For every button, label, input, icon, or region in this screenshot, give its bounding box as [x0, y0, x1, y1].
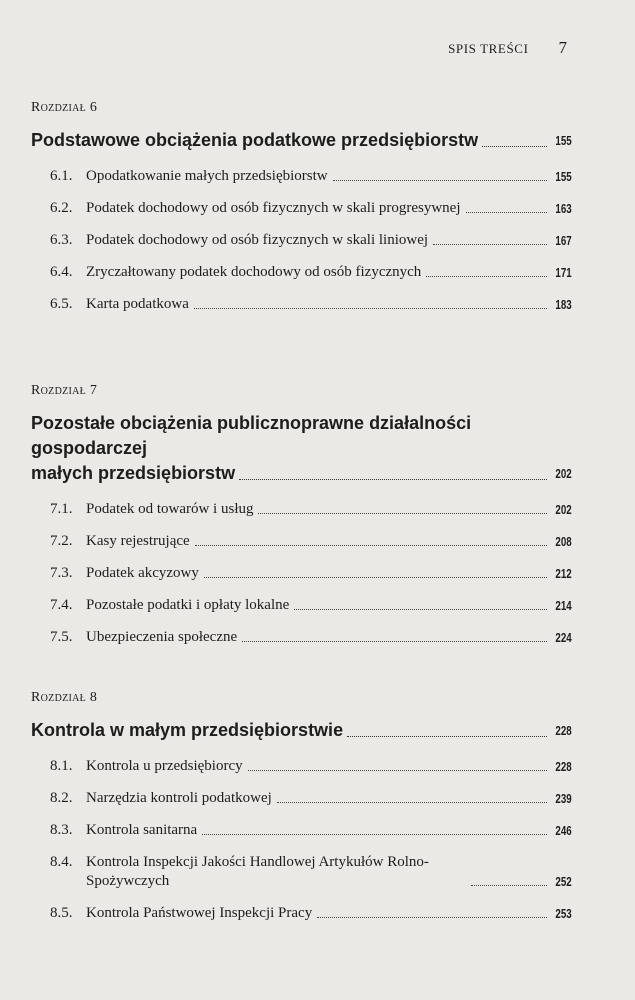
section-page: 239 — [555, 791, 572, 806]
section-number: 7.4. — [50, 597, 73, 613]
section-number: 8.5. — [50, 905, 73, 921]
leader-dots — [333, 180, 548, 181]
toc-entry[interactable] — [31, 628, 572, 647]
section-number: 8.4. — [50, 854, 73, 870]
chapter-page: 202 — [555, 466, 572, 481]
page-number: 7 — [558, 38, 567, 57]
chapter-page: 155 — [555, 133, 572, 148]
section-page: 163 — [555, 201, 572, 216]
section-title: Kontrola sanitarna — [86, 822, 198, 838]
section-number: 6.1. — [50, 168, 73, 184]
leader-dots — [239, 479, 547, 480]
section-page: 246 — [555, 823, 572, 838]
section-number: 6.5. — [50, 296, 73, 312]
running-head — [448, 38, 567, 58]
section-title: Narzędzia kontroli podatkowej — [86, 790, 272, 806]
section-list — [31, 757, 572, 923]
section-page: 155 — [555, 169, 572, 184]
leader-dots — [194, 308, 547, 309]
section-page: 228 — [555, 759, 572, 774]
section-number: 8.2. — [50, 790, 73, 806]
leader-dots — [202, 834, 547, 835]
chapter-label: Rozdział 7 — [31, 383, 98, 398]
section-title: Podatek dochodowy od osób fizycznych w skali liniowej — [86, 232, 429, 248]
section-page: 183 — [555, 297, 572, 312]
leader-dots — [294, 609, 547, 610]
section-number: 6.4. — [50, 264, 73, 280]
chapter-page: 228 — [555, 723, 572, 738]
section-title: Podatek dochodowy od osób fizycznych w skali progresywnej — [86, 200, 461, 216]
toc-entry[interactable] — [31, 853, 572, 891]
section-number: 7.5. — [50, 629, 73, 645]
chapter-title-row[interactable] — [31, 128, 572, 153]
leader-dots — [258, 513, 547, 514]
leader-dots — [471, 885, 547, 886]
chapter-label: Rozdział 6 — [31, 100, 98, 115]
section-title: Opodatkowanie małych przedsiębiorstw — [86, 168, 328, 184]
chapter-title: Kontrola w małym przedsiębiorstwie — [31, 720, 344, 740]
leader-dots — [426, 276, 547, 277]
section-number: 7.1. — [50, 501, 73, 517]
section-title: Pozostałe podatki i opłaty lokalne — [86, 597, 290, 613]
leader-dots — [195, 545, 548, 546]
section-number: 8.3. — [50, 822, 73, 838]
toc-entry[interactable] — [31, 821, 572, 840]
section-number: 6.2. — [50, 200, 73, 216]
section-page: 214 — [555, 598, 572, 613]
section-title: Kontrola Państwowej Inspekcji Pracy — [86, 905, 313, 921]
toc-entry[interactable] — [31, 596, 572, 615]
leader-dots — [482, 146, 547, 147]
section-page: 253 — [555, 906, 572, 921]
leader-dots — [248, 770, 548, 771]
toc-entry[interactable] — [31, 500, 572, 519]
section-title: Zryczałtowany podatek dochodowy od osób fizycznych — [86, 264, 422, 280]
section-page: 252 — [555, 874, 572, 889]
chapter-label: Rozdział 8 — [31, 690, 98, 705]
leader-dots — [317, 917, 547, 918]
chapter-6 — [31, 100, 572, 327]
section-number: 8.1. — [50, 758, 73, 774]
section-number: 6.3. — [50, 232, 73, 248]
toc-entry[interactable] — [31, 532, 572, 551]
toc-entry[interactable] — [31, 904, 572, 923]
section-title: Ubezpieczenia społeczne — [86, 629, 238, 645]
section-title: Podatek od towarów i usług — [86, 501, 254, 517]
toc-entry[interactable] — [31, 564, 572, 583]
section-title: Karta podatkowa — [86, 296, 189, 312]
section-number: 7.3. — [50, 565, 73, 581]
chapter-title: Pozostałe obciążenia publicznoprawne działalności gospodarczej — [31, 413, 472, 458]
toc-entry[interactable] — [31, 167, 572, 186]
section-list — [31, 167, 572, 314]
section-page: 212 — [555, 566, 572, 581]
toc-entry[interactable] — [31, 231, 572, 250]
section-page: 224 — [555, 630, 572, 645]
leader-dots — [466, 212, 548, 213]
running-head-title: SPIS TREŚCI — [448, 41, 529, 56]
section-page: 167 — [555, 233, 572, 248]
chapter-title-continued: małych przedsiębiorstw — [31, 463, 236, 483]
section-page: 208 — [555, 534, 572, 549]
section-title: Kasy rejestrujące — [86, 533, 190, 549]
leader-dots — [277, 802, 548, 803]
chapter-title-row[interactable] — [31, 718, 572, 743]
section-number: 7.2. — [50, 533, 73, 549]
toc-entry[interactable] — [31, 789, 572, 808]
chapter-title-row[interactable] — [31, 411, 572, 486]
chapter-7 — [31, 383, 572, 660]
toc-entry[interactable] — [31, 263, 572, 282]
chapter-title: Podstawowe obciążenia podatkowe przedsiębiorstw — [31, 130, 479, 150]
leader-dots — [204, 577, 547, 578]
leader-dots — [347, 736, 547, 737]
leader-dots — [242, 641, 547, 642]
toc-entry[interactable] — [31, 757, 572, 776]
section-title: Kontrola u przedsiębiorcy — [86, 758, 243, 774]
leader-dots — [433, 244, 547, 245]
section-page: 202 — [555, 502, 572, 517]
section-page: 171 — [555, 265, 572, 280]
section-title: Podatek akcyzowy — [86, 565, 199, 581]
chapter-8 — [31, 690, 572, 936]
section-title: Kontrola Inspekcji Jakości Handlowej Artykułów Rolno-Spożywczych — [86, 854, 429, 889]
toc-entry[interactable] — [31, 295, 572, 314]
section-list — [31, 500, 572, 647]
toc-entry[interactable] — [31, 199, 572, 218]
